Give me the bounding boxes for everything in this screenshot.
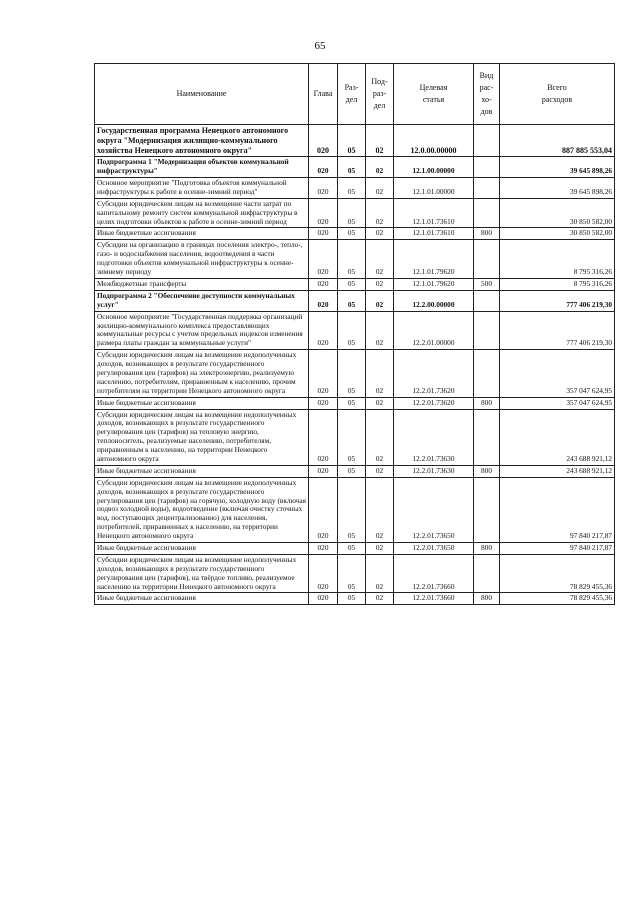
row-vid	[474, 554, 500, 593]
row-podrazdel: 02	[366, 477, 394, 542]
table-row-program	[95, 125, 615, 157]
row-razdel: 05	[338, 542, 366, 554]
row-vid: 800	[474, 397, 500, 409]
row-name: Субсидии юридическим лицам на возмещение недополученных доходов, возникающих в результате государственного регулирования цен (тарифов), на твёрдое топливо, реализуемое населению на территории Ненецкого автономного округа	[95, 554, 309, 593]
row-vid	[474, 178, 500, 199]
row-podrazdel: 02	[366, 542, 394, 554]
header-total: Всего расходов	[500, 64, 615, 125]
row-target: 12.2.00.00000	[394, 290, 474, 311]
row-glava: 020	[309, 477, 338, 542]
row-podrazdel: 02	[366, 228, 394, 240]
row-target: 12.2.01.73650	[394, 477, 474, 542]
row-name: Иные бюджетные ассигнования	[95, 542, 309, 554]
row-total: 777 406 219,30	[500, 290, 615, 311]
row-vid	[474, 198, 500, 228]
table-row	[95, 397, 615, 409]
row-target: 12.2.01.00000	[394, 311, 474, 350]
row-name: Субсидии юридическим лицам на возмещение недополученных доходов, возникающих в результате государственного регулирования цен (тарифов) на тепловую энергию, теплоноситель, реализуемые населению, потребителям, приравненным к населению, на территории Ненецкого автономного округа	[95, 409, 309, 465]
row-total: 78 829 455,36	[500, 554, 615, 593]
row-glava: 020	[309, 157, 338, 178]
table-row	[95, 311, 615, 350]
row-glava: 020	[309, 278, 338, 290]
row-total: 30 850 582,00	[500, 198, 615, 228]
table-row	[95, 278, 615, 290]
row-name: Государственная программа Ненецкого автономного округа "Модернизация жилищно-коммунального хозяйства Ненецкого автономного округа"	[95, 125, 309, 157]
row-target: 12.2.01.73620	[394, 350, 474, 397]
budget-table	[94, 63, 615, 605]
table-row	[95, 178, 615, 199]
row-vid	[474, 409, 500, 465]
row-target: 12.2.01.73660	[394, 593, 474, 605]
row-glava: 020	[309, 290, 338, 311]
row-glava: 020	[309, 593, 338, 605]
row-target: 12.1.01.79620	[394, 278, 474, 290]
header-name: Наименование	[95, 64, 309, 125]
row-razdel: 05	[338, 397, 366, 409]
row-razdel: 05	[338, 554, 366, 593]
row-target: 12.2.01.73660	[394, 554, 474, 593]
row-razdel: 05	[338, 409, 366, 465]
row-total: 30 850 582,00	[500, 228, 615, 240]
row-total: 97 840 217,87	[500, 542, 615, 554]
row-target: 12.2.01.73630	[394, 465, 474, 477]
row-glava: 020	[309, 397, 338, 409]
row-glava: 020	[309, 240, 338, 279]
row-razdel: 05	[338, 465, 366, 477]
row-total: 887 885 553,04	[500, 125, 615, 157]
row-name: Иные бюджетные ассигнования	[95, 397, 309, 409]
table-row	[95, 542, 615, 554]
row-total: 8 795 316,26	[500, 240, 615, 279]
row-target: 12.2.01.73620	[394, 397, 474, 409]
row-razdel: 05	[338, 311, 366, 350]
row-podrazdel: 02	[366, 178, 394, 199]
row-glava: 020	[309, 542, 338, 554]
row-glava: 020	[309, 350, 338, 397]
table-row-subprogram-2	[95, 290, 615, 311]
row-name: Субсидии на организацию в границах поселения электро-, тепло-, газо- и водоснабжения населения, водоотведения в части подготовки объектов коммунальной инфраструктуры к осенне-зимнему периоду	[95, 240, 309, 279]
row-podrazdel: 02	[366, 198, 394, 228]
row-razdel: 05	[338, 290, 366, 311]
row-podrazdel: 02	[366, 311, 394, 350]
row-name: Иные бюджетные ассигнования	[95, 593, 309, 605]
row-razdel: 05	[338, 593, 366, 605]
row-target: 12.2.01.73650	[394, 542, 474, 554]
table-row	[95, 477, 615, 542]
row-total: 39 645 898,26	[500, 157, 615, 178]
row-target: 12.1.01.00000	[394, 178, 474, 199]
row-total: 78 829 455,36	[500, 593, 615, 605]
row-name: Субсидии юридическим лицам на возмещение части затрат по капитальному ремонту систем коммунальной инфраструктуры в целях подготовки объектов к работе в осенне-зимний период	[95, 198, 309, 228]
row-vid: 500	[474, 278, 500, 290]
table-row	[95, 409, 615, 465]
table-header-row	[95, 64, 615, 125]
row-glava: 020	[309, 465, 338, 477]
row-podrazdel: 02	[366, 125, 394, 157]
row-podrazdel: 02	[366, 240, 394, 279]
table-row	[95, 350, 615, 397]
header-target: Целевая статья	[394, 64, 474, 125]
row-vid	[474, 350, 500, 397]
row-vid	[474, 240, 500, 279]
row-glava: 020	[309, 311, 338, 350]
row-razdel: 05	[338, 477, 366, 542]
row-vid	[474, 157, 500, 178]
table-row	[95, 198, 615, 228]
row-total: 243 688 921,12	[500, 465, 615, 477]
row-podrazdel: 02	[366, 409, 394, 465]
table-row	[95, 465, 615, 477]
row-glava: 020	[309, 178, 338, 199]
row-podrazdel: 02	[366, 465, 394, 477]
row-total: 97 840 217,87	[500, 477, 615, 542]
row-glava: 020	[309, 409, 338, 465]
table-row	[95, 240, 615, 279]
row-vid	[474, 311, 500, 350]
row-target: 12.0.00.00000	[394, 125, 474, 157]
row-vid	[474, 477, 500, 542]
row-razdel: 05	[338, 157, 366, 178]
row-razdel: 05	[338, 350, 366, 397]
row-target: 12.2.01.73630	[394, 409, 474, 465]
row-total: 8 795 316,26	[500, 278, 615, 290]
row-name: Субсидии юридическим лицам на возмещение недополученных доходов, возникающих в результате государственного регулирования цен (тарифов) на горячую, холодную воду (включая подвоз холодной воды), водоотведение (включая очистку сточных вод, поступающих децентрализованно) для населения, потребителей, приравненных к населению, на территории Ненецкого автономного округа	[95, 477, 309, 542]
row-podrazdel: 02	[366, 593, 394, 605]
row-vid	[474, 290, 500, 311]
header-podrazdel: Под- раз- дел	[366, 64, 394, 125]
row-vid: 800	[474, 593, 500, 605]
row-razdel: 05	[338, 178, 366, 199]
row-name: Иные бюджетные ассигнования	[95, 465, 309, 477]
header-razdel: Раз- дел	[338, 64, 366, 125]
row-target: 12.1.00.00000	[394, 157, 474, 178]
row-name: Подпрограмма 1 "Модернизация объектов коммунальной инфраструктуры"	[95, 157, 309, 178]
table-row	[95, 228, 615, 240]
row-total: 357 047 624,95	[500, 350, 615, 397]
row-razdel: 05	[338, 198, 366, 228]
row-vid: 800	[474, 465, 500, 477]
row-target: 12.1.01.73610	[394, 198, 474, 228]
row-podrazdel: 02	[366, 157, 394, 178]
header-glava: Глава	[309, 64, 338, 125]
row-name: Межбюджетные трансферты	[95, 278, 309, 290]
row-podrazdel: 02	[366, 290, 394, 311]
row-glava: 020	[309, 228, 338, 240]
row-razdel: 05	[338, 125, 366, 157]
row-name: Подпрограмма 2 "Обеспечение доступности коммунальных услуг"	[95, 290, 309, 311]
row-total: 39 645 898,26	[500, 178, 615, 199]
page-number: 65	[314, 40, 326, 52]
row-total: 243 688 921,12	[500, 409, 615, 465]
row-total: 357 047 624,95	[500, 397, 615, 409]
row-razdel: 05	[338, 278, 366, 290]
row-vid	[474, 125, 500, 157]
row-podrazdel: 02	[366, 397, 394, 409]
row-target: 12.1.01.73610	[394, 228, 474, 240]
row-vid: 800	[474, 228, 500, 240]
table-row-subprogram-1	[95, 157, 615, 178]
row-podrazdel: 02	[366, 278, 394, 290]
row-vid: 800	[474, 542, 500, 554]
row-target: 12.1.01.79620	[394, 240, 474, 279]
row-name: Субсидии юридическим лицам на возмещение недополученных доходов, возникающих в результате государственного регулирования цен (тарифов) на электроэнергию, реализуемую населению, потребителям, приравненным к населению, прочим потребителям на территории Ненецкого автономного округа	[95, 350, 309, 397]
row-podrazdel: 02	[366, 554, 394, 593]
row-name: Основное мероприятие "Подготовка объектов коммунальной инфраструктуры к работе в осенне-зимний период"	[95, 178, 309, 199]
row-razdel: 05	[338, 240, 366, 279]
row-total: 777 406 219,30	[500, 311, 615, 350]
table-row	[95, 593, 615, 605]
row-razdel: 05	[338, 228, 366, 240]
row-glava: 020	[309, 198, 338, 228]
row-podrazdel: 02	[366, 350, 394, 397]
row-name: Основное мероприятие "Государственная поддержка организаций жилищно-коммунального комплекса предоставляющих коммунальные ресурсы с учетом предельных индексов изменения размера платы граждан за коммунальные услуги"	[95, 311, 309, 350]
row-glava: 020	[309, 125, 338, 157]
row-glava: 020	[309, 554, 338, 593]
header-vid: Вид рас- хо- дов	[474, 64, 500, 125]
table-row	[95, 554, 615, 593]
row-name: Иные бюджетные ассигнования	[95, 228, 309, 240]
